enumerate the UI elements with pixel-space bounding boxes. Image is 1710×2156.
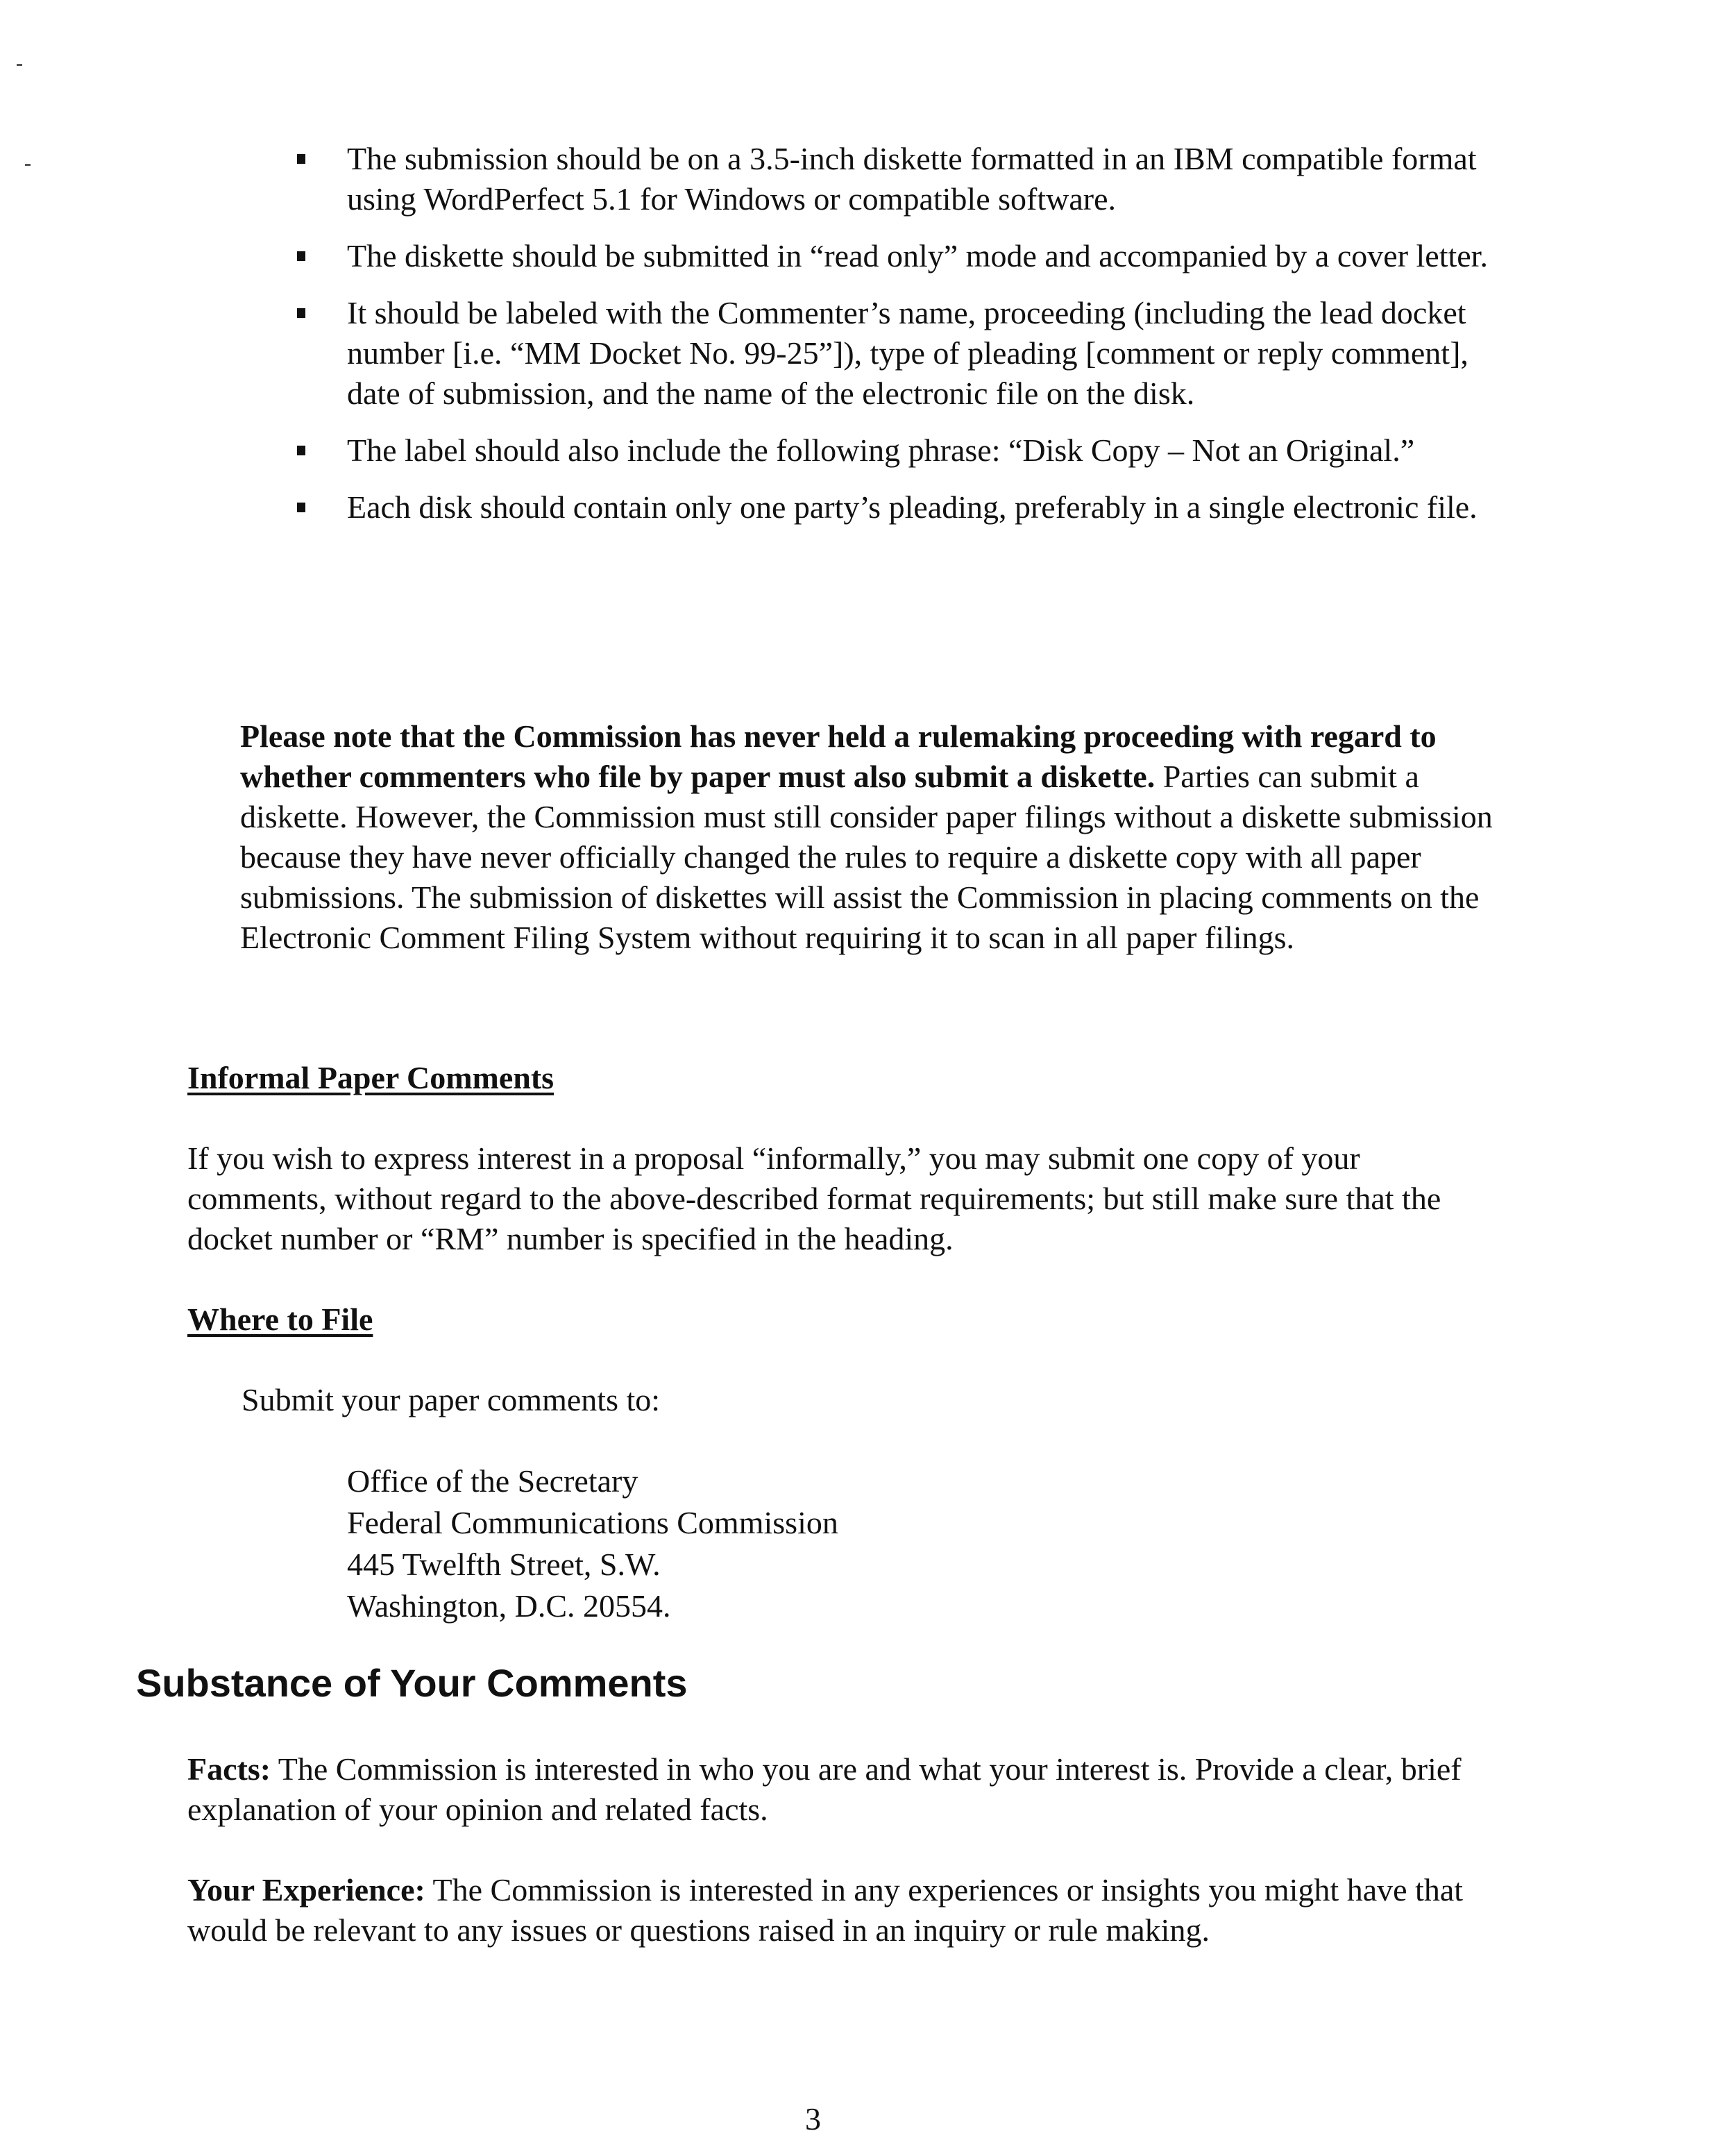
- square-bullet-icon: [297, 503, 305, 512]
- list-item: [291, 236, 1513, 276]
- list-item-text: The label should also include the following phrase: “Disk Copy – Not an Original.”: [347, 432, 1415, 468]
- list-item-text: The submission should be on a 3.5-inch diskette formatted in an IBM compatible format using WordPerfect 5.1 for Windows or compatible software.: [347, 141, 1477, 217]
- where-to-file-heading: Where to File: [187, 1302, 373, 1337]
- note-bold-text: Please note that the Commission has never held a rulemaking proceeding with regard to whether commenters who file by paper must also submit a diskette.: [240, 718, 1437, 794]
- square-bullet-icon: [297, 154, 305, 164]
- list-item: [291, 293, 1513, 414]
- mailing-address: [347, 1460, 838, 1627]
- informal-comments-heading: Informal Paper Comments: [187, 1060, 555, 1095]
- square-bullet-icon: [297, 251, 305, 261]
- experience-label: Your Experience:: [187, 1872, 425, 1907]
- list-item: [291, 487, 1513, 528]
- scan-speck: [25, 164, 31, 166]
- experience-paragraph: [187, 1870, 1506, 1951]
- facts-text: The Commission is interested in who you are and what your interest is. Provide a clear, brief explanation of your opinion and related facts.: [187, 1751, 1462, 1827]
- note-text: Parties can submit a diskette. However, the Commission must still consider paper filings without a diskette submission because they have never officially changed the rules to require a diskette copy with all paper submissions. The submission of diskettes will assist the Commission in placing comments on the Electronic Comment Filing System without requiring it to scan in all paper filings.: [240, 759, 1493, 955]
- facts-paragraph: [187, 1749, 1506, 1830]
- page-number: 3: [805, 2101, 821, 2137]
- list-item: [291, 430, 1513, 471]
- list-item: [291, 139, 1513, 219]
- substance-heading: Substance of Your Comments: [136, 1661, 688, 1705]
- address-line: Washington, D.C. 20554.: [347, 1588, 671, 1624]
- list-item-text: It should be labeled with the Commenter’s name, proceeding (including the lead docket number [i.e. “MM Docket No. 99-25”]), type of pleading [comment or reply comment], date of submission, and the name of the electronic file on the disk.: [347, 295, 1468, 411]
- square-bullet-icon: [297, 446, 305, 455]
- experience-text: The Commission is interested in any experiences or insights you might have that would be relevant to any issues or questions raised in an inquiry or rule making.: [187, 1872, 1464, 1948]
- informal-comments-text: If you wish to express interest in a proposal “informally,” you may submit one copy of your comments, without regard to the above-described format requirements; but still make sure that the docket number or “RM” number is specified in the heading.: [187, 1140, 1441, 1256]
- address-line: Office of the Secretary: [347, 1463, 638, 1499]
- diskette-note: [240, 716, 1510, 958]
- facts-label: Facts:: [187, 1751, 271, 1787]
- list-item-text: The diskette should be submitted in “read only” mode and accompanied by a cover letter.: [347, 238, 1488, 273]
- address-line: Federal Communications Commission: [347, 1505, 838, 1540]
- where-to-file-intro: Submit your paper comments to:: [242, 1382, 661, 1417]
- requirements-list: [291, 139, 1513, 544]
- list-item-text: Each disk should contain only one party’s pleading, preferably in a single electronic file.: [347, 489, 1478, 525]
- square-bullet-icon: [297, 308, 305, 318]
- scan-speck: [17, 64, 22, 66]
- address-line: 445 Twelfth Street, S.W.: [347, 1547, 661, 1582]
